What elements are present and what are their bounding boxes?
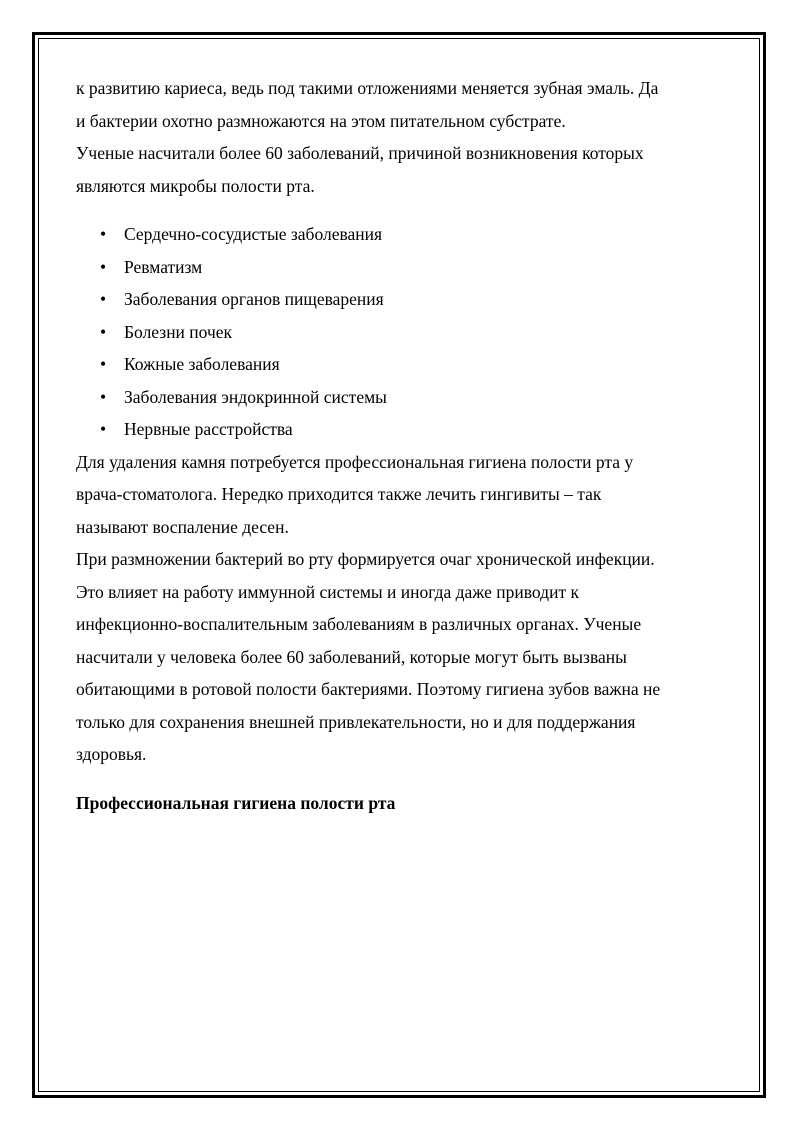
- text-line: инфекционно-воспалительным заболеваниям в различных органах. Ученые: [76, 614, 642, 634]
- bullet-icon: •: [100, 321, 107, 342]
- text-line: здоровья.: [76, 744, 147, 764]
- list-item-label: Заболевания эндокринной системы: [124, 386, 387, 407]
- paragraph-caries: [76, 72, 736, 137]
- list-item: [76, 316, 736, 349]
- text-line: Ученые насчитали более 60 заболеваний, причиной возникновения которых: [76, 143, 644, 163]
- text-line: только для сохранения внешней привлекательности, но и для поддержания: [76, 711, 636, 732]
- list-item-label: Болезни почек: [124, 321, 233, 342]
- text-line: При размножении бактерий во рту формируется очаг хронической инфекции.: [76, 549, 655, 569]
- list-item: [76, 283, 736, 316]
- text-line: Это влияет на работу иммунной системы и иногда даже приводит к: [76, 581, 579, 602]
- bullet-icon: •: [100, 386, 107, 407]
- paragraph-chronic-infection: [76, 543, 736, 771]
- list-item: [76, 251, 736, 284]
- text-line: называют воспаление десен.: [76, 516, 289, 537]
- list-item-label: Заболевания органов пищеварения: [124, 289, 384, 309]
- list-item: [76, 413, 736, 446]
- bullet-icon: •: [100, 256, 107, 277]
- bullet-icon: •: [100, 419, 107, 439]
- text-line: и бактерии охотно размножаются на этом питательном субстрате.: [76, 110, 566, 131]
- section-heading: Профессиональная гигиена полости рта: [76, 792, 396, 813]
- disease-list: [76, 218, 736, 446]
- list-item-label: Нервные расстройства: [124, 419, 293, 439]
- list-item: [76, 348, 736, 381]
- paragraph-60-diseases: [76, 137, 736, 202]
- text-line: насчитали у человека более 60 заболеваний, которые могут быть вызваны: [76, 646, 627, 667]
- text-line: являются микробы полости рта.: [76, 175, 315, 196]
- text-line: Для удаления камня потребуется профессиональная гигиена полости рта у: [76, 451, 634, 472]
- bullet-icon: •: [100, 354, 107, 374]
- text-line: к развитию кариеса, ведь под такими отложениями меняется зубная эмаль. Да: [76, 78, 659, 98]
- list-item-label: Сердечно-сосудистые заболевания: [124, 224, 383, 244]
- text-line: врача-стоматолога. Нередко приходится также лечить гингивиты – так: [76, 484, 602, 504]
- list-item-label: Кожные заболевания: [124, 354, 280, 374]
- bullet-icon: •: [100, 289, 107, 309]
- list-item: [76, 381, 736, 414]
- bullet-icon: •: [100, 224, 107, 244]
- text-line: обитающими в ротовой полости бактериями. Поэтому гигиена зубов важна не: [76, 679, 661, 699]
- list-item-label: Ревматизм: [124, 256, 203, 277]
- list-item: [76, 218, 736, 251]
- paragraph-tartar-removal: [76, 446, 736, 544]
- document-body: [76, 72, 736, 819]
